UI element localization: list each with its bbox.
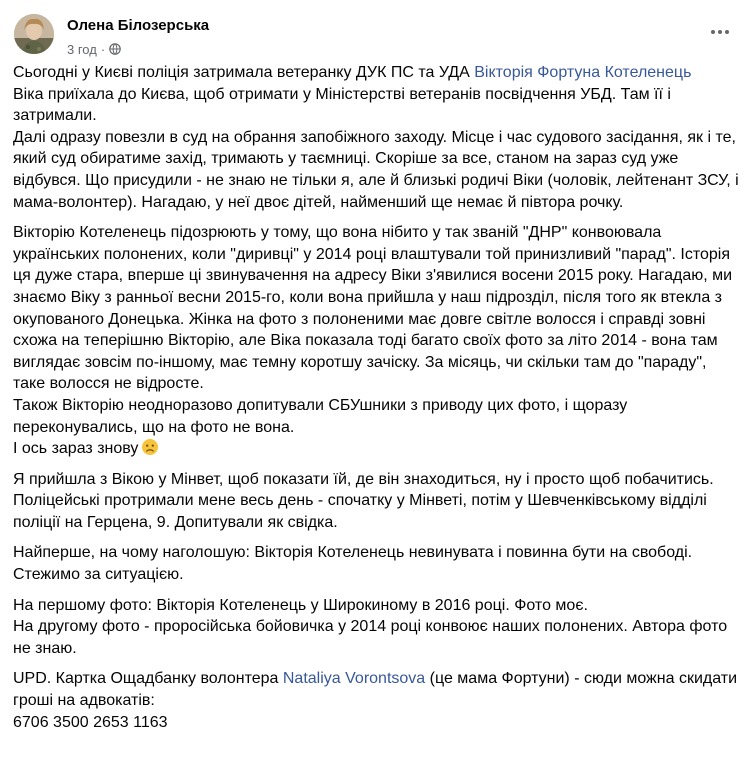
post-text-segment: Я прийшла з Вікою у Мінвет, щоб показати їй, де він знаходиться, ну і просто щоб побачитись. Поліцейські протримали мене весь день - спочатку у Мінветі, потім у Шевченківському відділі поліції на Герцена, 9. Допитували як свідка. <box>13 470 714 531</box>
post-text-segment: Також Вікторію неодноразово допитували СБУшники з приводу цих фото, і щоразу переконувались, що на фото не вона. <box>13 396 628 436</box>
post-paragraph <box>13 469 739 534</box>
post-paragraph <box>13 595 739 660</box>
post-text-segment: І ось зараз знову <box>13 440 139 458</box>
post-text-segment: 6706 3500 2653 1163 <box>13 713 168 731</box>
post-header <box>14 12 734 60</box>
author-avatar[interactable] <box>14 14 54 54</box>
post-timestamp[interactable]: 3 год <box>67 41 97 57</box>
post-text-segment: Вікторію Котеленець підозрюють у тому, що вона нібито у так званій "ДНР" конвоювала українських полонених, коли "диривці" у 2014 році влаштували той принизливий "парад". Історія ця дуже стара, вперше ці звинувачення на адресу Віки з'явилися восени 2015 року. Нагадаю, ми знаємо Віку з ранньої весни 2015-го, коли вона прийшла у наш підрозділ, після того як втекла з окупованого Донецька. Жінка на фото з полоненими має довге світле волосся і справді зовні схожа на теперішню Вікторію, але Віка показала тоді багато своїх фото за літо 2014 - вона там виглядає зовсім по-іншому, має темну коротшу зачіску. За місяць, чи скільки там до "параду", таке волосся не відросте. <box>13 224 733 393</box>
profile-link[interactable]: Вікторія Фортуна Котеленець <box>474 64 692 81</box>
post-paragraph <box>13 62 739 213</box>
globe-icon[interactable] <box>109 43 121 55</box>
post-text-segment: UPD. Картка Ощадбанку волонтера <box>13 670 283 688</box>
post-text-segment: Сьогодні у Києві поліція затримала ветеранку ДУК ПС та УДА <box>13 64 475 81</box>
author-name[interactable]: Олена Білозерська <box>67 17 210 34</box>
more-options-icon[interactable] <box>706 22 734 42</box>
post-text-segment: Віка приїхала до Києва, щоб отримати у Міністерстві ветеранів посвідчення УБД. Там її і затримали. <box>13 85 671 125</box>
meta-separator: · <box>100 41 106 57</box>
post-meta <box>67 40 121 58</box>
post-paragraph <box>13 668 739 733</box>
profile-link[interactable]: Nataliya Vorontsova <box>282 670 426 688</box>
post-text-segment: На другому фото - проросійська бойовичка у 2014 році конвоює наших полонених. Автора фото не знаю. <box>13 618 728 657</box>
post-text <box>13 62 739 742</box>
post-paragraph <box>13 222 739 460</box>
post-paragraph <box>13 542 739 585</box>
sad-face-emoji <box>141 438 159 456</box>
post-text-segment: Далі одразу повезли в суд на обрання запобіжного заходу. Місце і час судового засідання, як і те, який суд обиратиме захід, тримають у таємниці. Скоріше за все, станом на зараз суд уже відбувся. Що присудили - не знаю не тільки я, але й близькі родичі Віки (чоловік, лейтенант ЗСУ, і мама-волонтер). Нагадаю, у неї двоє дітей, найменший ще немає й півтора рочку. <box>13 128 739 211</box>
post-text-segment: На першому фото: Вікторія Котеленець у Широкиному в 2016 році. Фото моє. <box>13 596 588 614</box>
post-text-segment: Найперше, на чому наголошую: Вікторія Котеленець невинувата і повинна бути на свободі. Стежимо за ситуацією. <box>13 544 693 584</box>
post-text-segment: (це мама Фортуни) - сюди можна скидати гроші на адвокатів: <box>13 670 738 710</box>
